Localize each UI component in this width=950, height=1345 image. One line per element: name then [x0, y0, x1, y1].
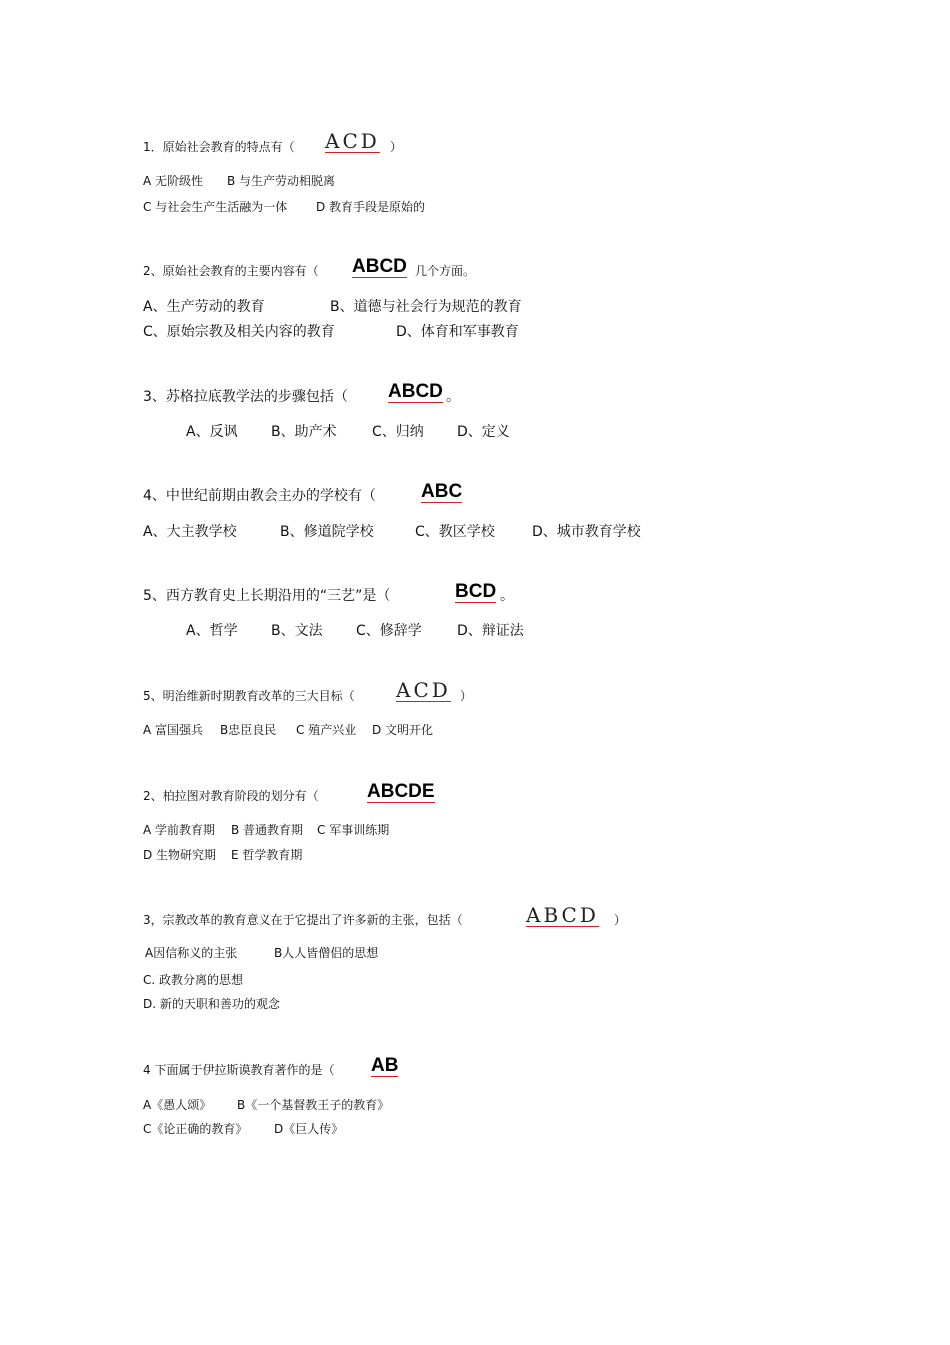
option-a: A 富国强兵	[143, 723, 204, 737]
option-b: B人人皆僧侣的思想	[274, 946, 379, 960]
option-d: D、城市教育学校	[532, 524, 641, 540]
option-c: C、修辞学	[356, 623, 422, 639]
answer-handwritten: ABCDE	[367, 781, 435, 802]
answer-handwritten: ACD	[325, 129, 380, 153]
question-stem: 5、西方教育史上长期沿用的“三艺”是（	[143, 588, 391, 604]
option-a: A 学前教育期	[143, 823, 216, 837]
answer-handwritten: ABCD	[388, 381, 443, 402]
answer-handwritten: ABCD	[352, 256, 407, 277]
question-stem: 1．原始社会教育的特点有（	[143, 140, 295, 154]
question-stem: 5、明治维新时期教育改革的三大目标（	[143, 689, 355, 703]
question-stem-end: ）	[390, 140, 403, 154]
question-stem: 3、苏格拉底教学法的步骤包括（	[143, 389, 348, 405]
option-c: C《论正确的教育》	[143, 1122, 248, 1136]
question-stem: 2、柏拉图对教育阶段的划分有（	[143, 789, 319, 803]
option-d: D、体育和军事教育	[396, 324, 519, 340]
question-stem: 2、原始社会教育的主要内容有（	[143, 264, 319, 278]
question-stem-end: ）	[460, 689, 473, 703]
option-d: D 文明开化	[372, 723, 434, 737]
option-e: E 哲学教育期	[231, 848, 303, 862]
answer-handwritten: ABC	[421, 481, 463, 502]
option-a: A《愚人颂》	[143, 1098, 212, 1112]
option-b: B 普通教育期	[231, 823, 304, 837]
option-b: B、助产术	[271, 424, 337, 440]
question-stem: 4、中世纪前期由教会主办的学校有（	[143, 488, 376, 504]
option-a: A、大主教学校	[143, 524, 237, 540]
option-c: C 与社会生产生活融为一体	[143, 200, 288, 214]
option-b: B 与生产劳动相脱离	[227, 174, 336, 188]
option-d: D 生物研究期	[143, 848, 217, 862]
option-b: B忠臣良民	[220, 723, 277, 737]
option-d: D 教育手段是原始的	[316, 200, 426, 214]
option-c: C. 政教分离的思想	[143, 973, 244, 987]
question-stem-end: ）	[614, 913, 627, 927]
option-a: A 无阶级性	[143, 174, 204, 188]
option-d: D、定义	[457, 424, 510, 440]
question-stem-end: 。	[500, 588, 514, 604]
option-b: B《一个基督教王子的教育》	[237, 1098, 390, 1112]
answer-handwritten: BCD	[455, 581, 497, 602]
answer-handwritten: ACD	[396, 678, 451, 702]
option-c: C 军事训练期	[317, 823, 390, 837]
option-c: C、原始宗教及相关内容的教育	[143, 324, 335, 340]
question-stem-end: 。	[446, 389, 460, 405]
option-d: D. 新的天职和善功的观念	[143, 997, 280, 1011]
answer-handwritten: ABCD	[526, 903, 599, 927]
option-b: B、文法	[271, 623, 323, 639]
question-stem: 4 下面属于伊拉斯谟教育著作的是（	[143, 1063, 335, 1077]
option-a: A、生产劳动的教育	[143, 299, 265, 315]
option-d: D《巨人传》	[274, 1122, 344, 1136]
option-c: C、教区学校	[415, 524, 495, 540]
option-a: A、哲学	[186, 623, 238, 639]
answer-handwritten: AB	[371, 1055, 399, 1076]
question-stem: 3，宗教改革的教育意义在于它提出了许多新的主张，包括（	[143, 913, 463, 927]
option-c: C、归纳	[372, 424, 424, 440]
option-b: B、修道院学校	[280, 524, 374, 540]
option-a: A因信称义的主张	[145, 946, 238, 960]
question-stem-end: 几个方面。	[415, 264, 476, 278]
option-a: A、反讽	[186, 424, 238, 440]
option-c: C 殖产兴业	[296, 723, 357, 737]
option-b: B、道德与社会行为规范的教育	[330, 299, 522, 315]
option-d: D、辩证法	[457, 623, 524, 639]
